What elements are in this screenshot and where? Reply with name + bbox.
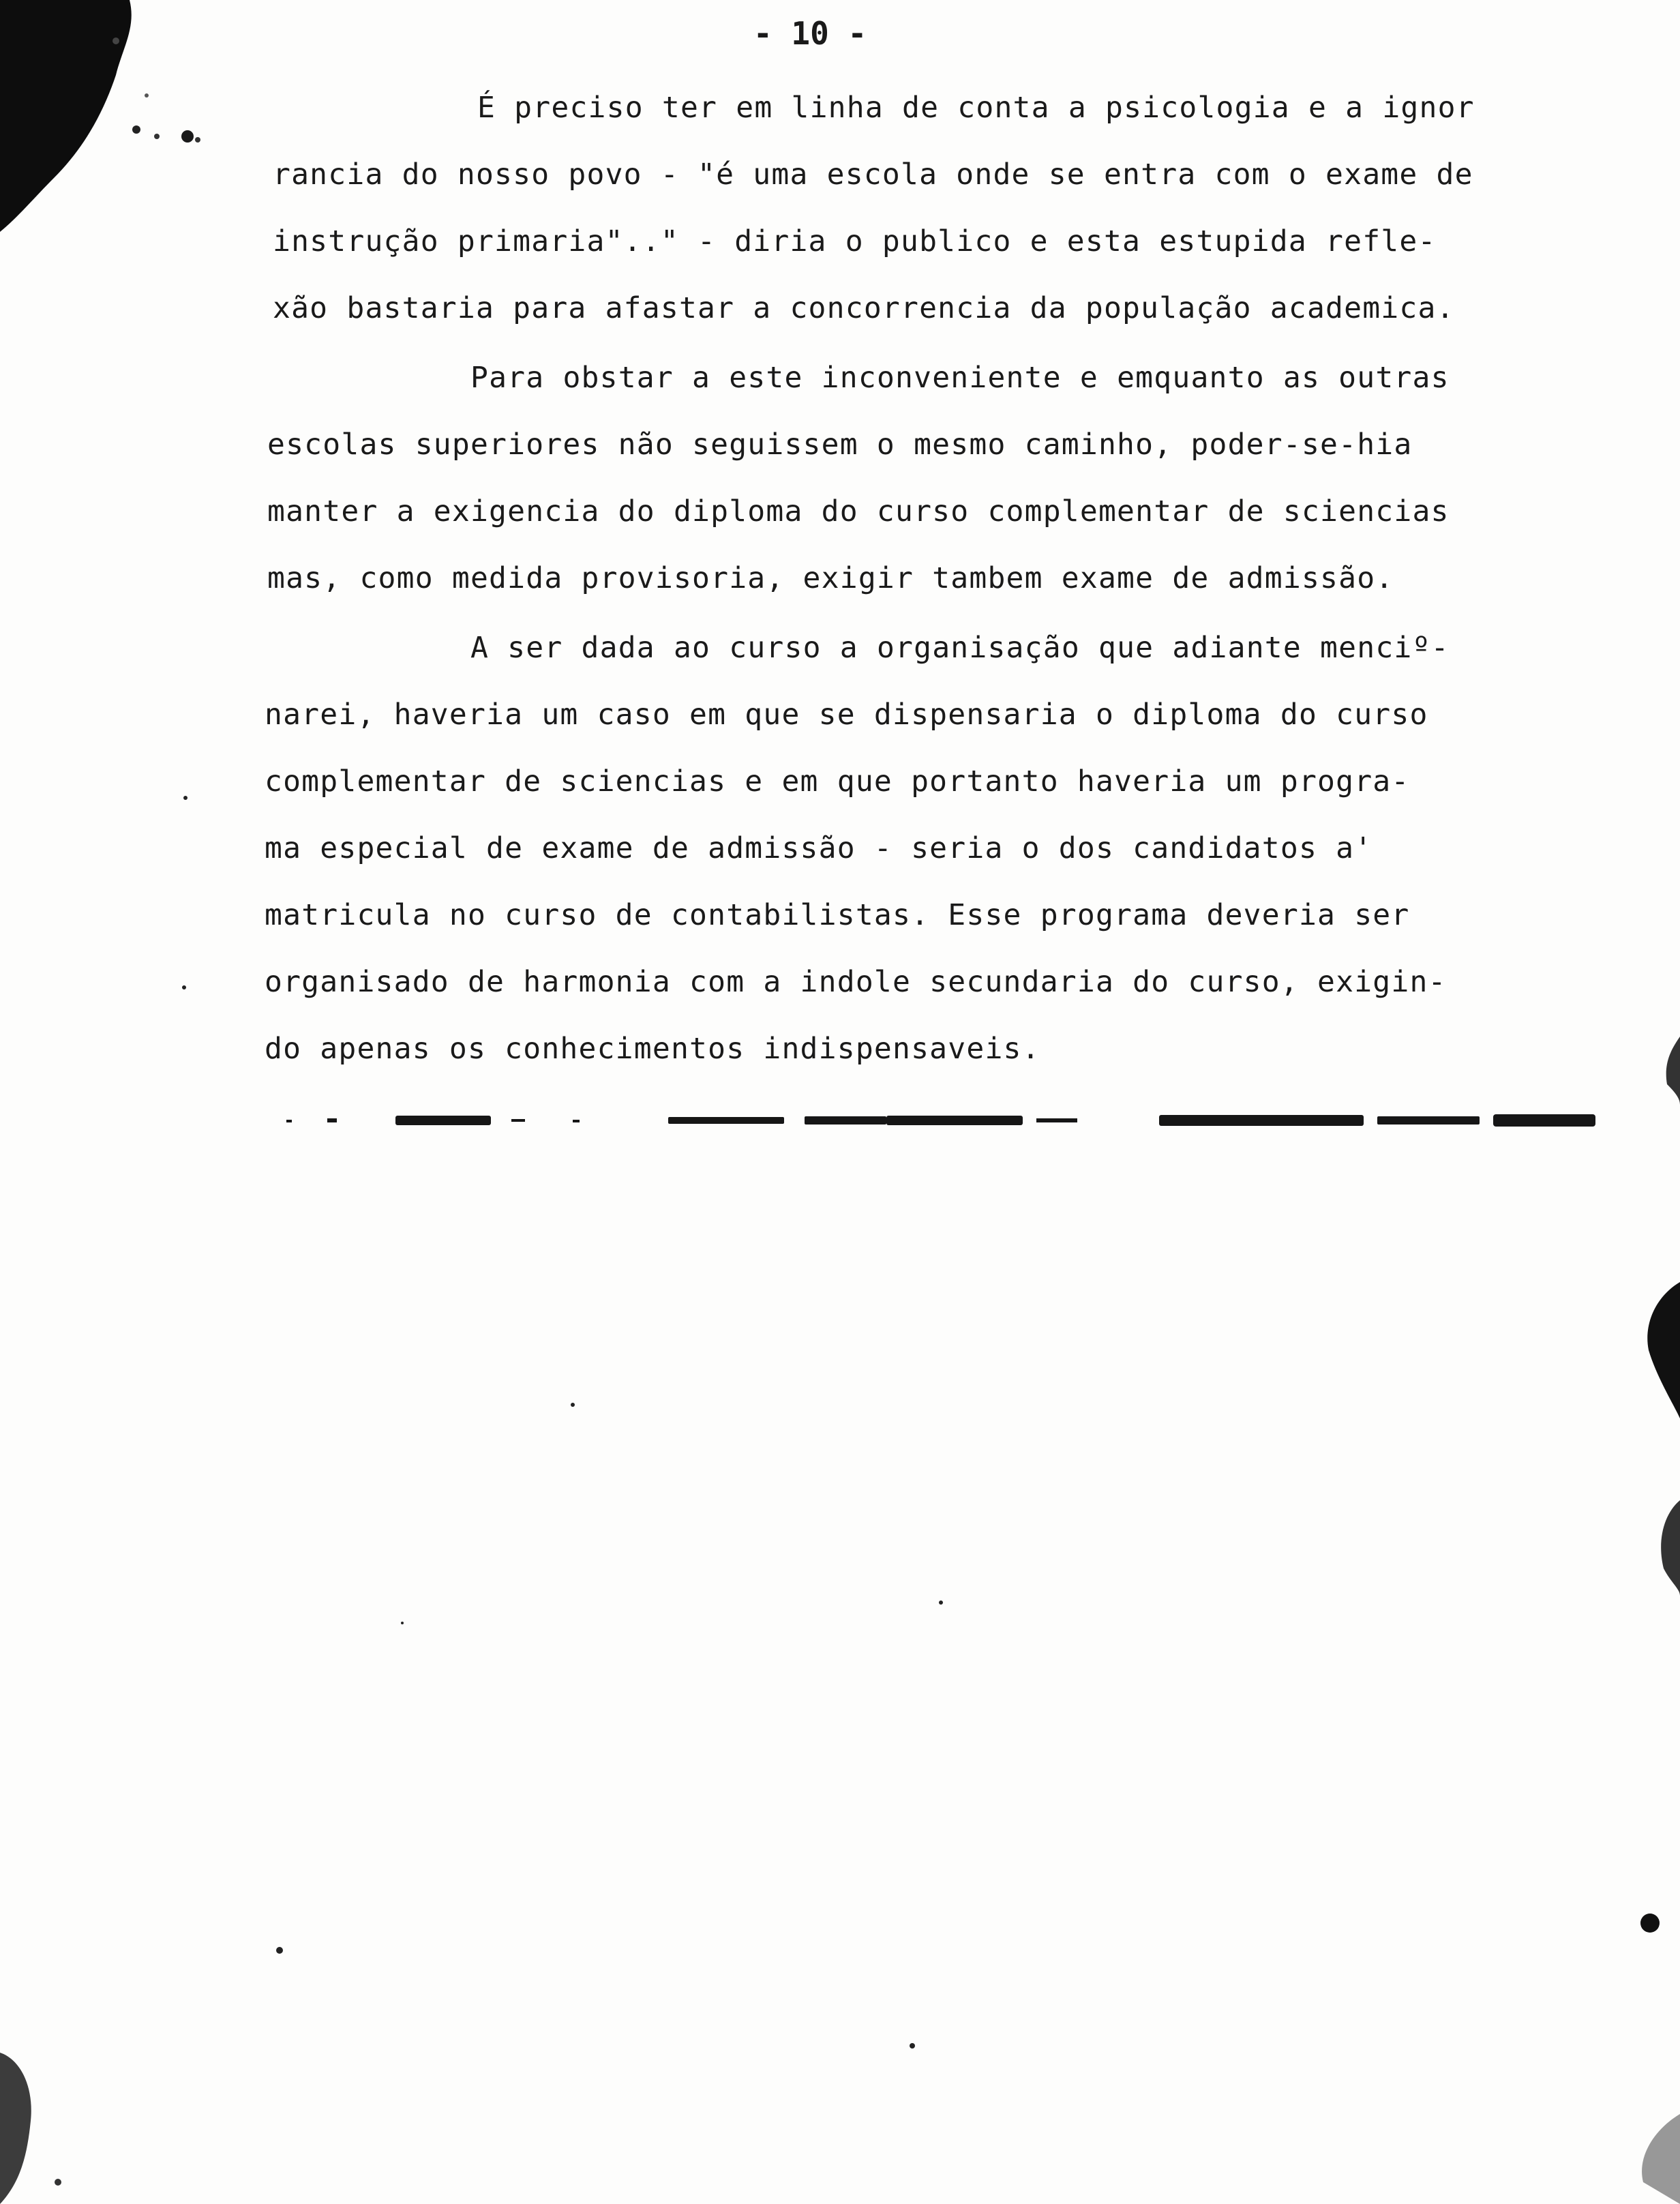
- text-line: É preciso ter em linha de conta a psicologia e a ignor: [477, 91, 1475, 125]
- text-line: xão bastaria para afastar a concorrencia da população academica.: [273, 291, 1455, 325]
- text-line: A ser dada ao curso a organisação que adiante menciº-: [470, 631, 1450, 665]
- text-line: matricula no curso de contabilistas. Esse programa deveria ser: [265, 898, 1410, 932]
- text-line: organisado de harmonia com a indole secundaria do curso, exigin-: [265, 965, 1447, 999]
- text-line: manter a exigencia do diploma do curso complementar de sciencias: [267, 494, 1450, 528]
- text-line: narei, haveria um caso em que se dispensaria o diploma do curso: [265, 698, 1428, 732]
- text-line: escolas superiores não seguissem o mesmo caminho, poder-se-hia: [267, 428, 1413, 462]
- text-line: mas, como medida provisoria, exigir tambem exame de admissão.: [267, 561, 1394, 595]
- text-line: ma especial de exame de admissão - seria o dos candidatos a': [265, 831, 1373, 865]
- page-number: - 10 -: [753, 15, 867, 52]
- text-line: rancia do nosso povo - "é uma escola onde se entra com o exame de: [273, 158, 1473, 192]
- text-line: complementar de sciencias e em que portanto haveria um progra-: [265, 764, 1410, 799]
- text-line: do apenas os conhecimentos indispensaveis.: [265, 1032, 1040, 1066]
- text-line: instrução primaria".." - diria o publico e esta estupida refle-: [273, 224, 1437, 258]
- text-line: Para obstar a este inconveniente e emquanto as outras: [470, 361, 1450, 395]
